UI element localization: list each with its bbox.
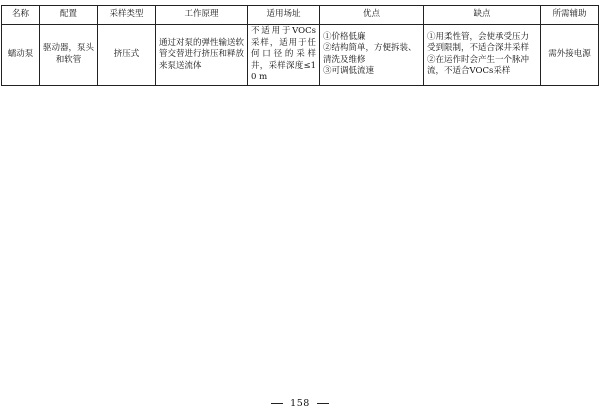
table-row [2,25,599,86]
pump-spec-table [1,5,599,86]
header-principle: 工作原理 [156,6,248,25]
cell-config [40,25,98,86]
page-footer [0,398,600,409]
cell-auxiliary: 需外接电源 [541,25,599,86]
header-name: 名称 [2,6,40,25]
cell-advantages [320,25,424,86]
disadvantage-item: ②在运作时会产生一个脉冲流，不适合VOCs采样 [427,54,530,77]
disadvantage-item: ①用柔性管，会使承受压力受到限制，不适合深井采样 [427,31,530,54]
header-applicable-site: 适用场址 [248,6,320,25]
header-config: 配置 [40,6,98,25]
header-sample-type: 采样类型 [98,6,156,25]
header-advantages: 优点 [320,6,424,25]
applicable-site-text: 不适用于VOCs采样，适用于任何口径的采样井，采样深度≤10 m [251,26,316,82]
table-header-row [2,6,599,25]
cell-sample-type: 挤压式 [98,25,156,86]
principle-text: 通过对泵的弹性输送软管交替进行挤压和释放来泵送流体 [159,37,245,71]
cell-principle [156,25,248,86]
footer-dash-left [271,403,283,404]
config-line-2: 和软管 [55,54,82,65]
cell-applicable-site [248,25,320,86]
page-number: 158 [290,398,310,409]
cell-disadvantages [424,25,541,86]
advantage-item: ③可调低流速 [323,66,375,77]
cell-name: 蠕动泵 [2,25,40,86]
advantage-item: ②结构简单，方便拆装、清洗及维修 [323,43,417,65]
advantage-item: ①价格低廉 [323,31,366,42]
header-disadvantages: 缺点 [424,6,541,25]
footer-dash-right [317,403,329,404]
config-line-1: 驱动器，泵头 [43,43,95,54]
header-auxiliary: 所需辅助 [541,6,599,25]
